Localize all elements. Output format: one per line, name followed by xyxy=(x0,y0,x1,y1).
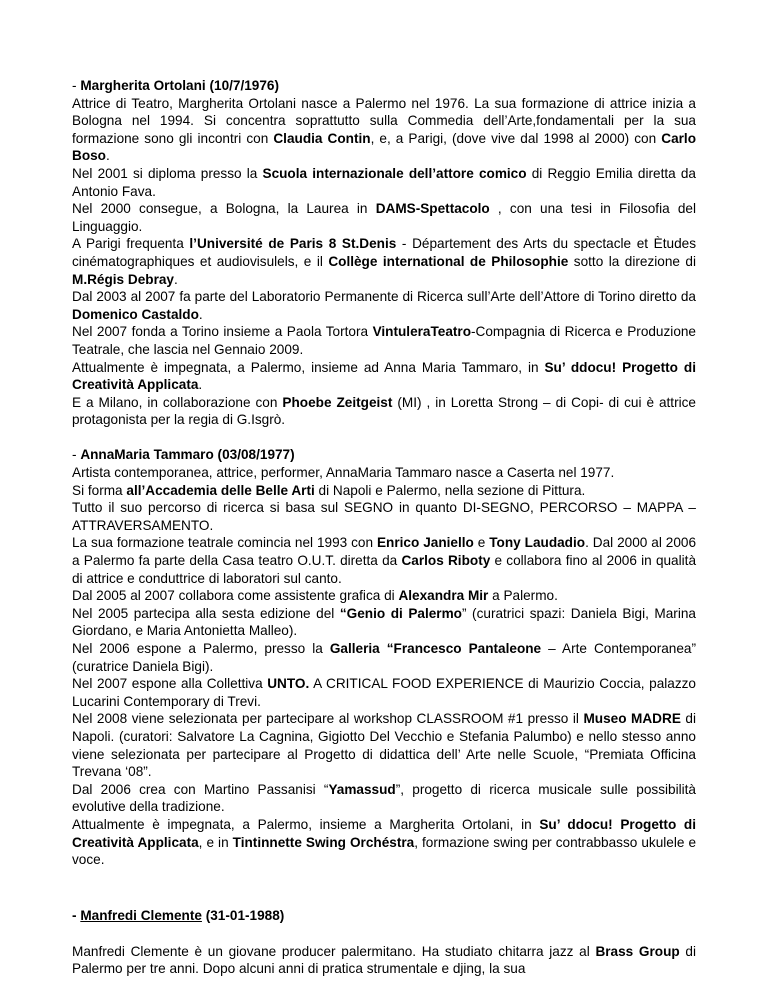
bio-section xyxy=(72,446,696,868)
body-text: Dal 2005 al 2007 collabora come assistente grafica di xyxy=(72,588,399,604)
document-body xyxy=(72,77,696,978)
emphasis-text: UNTO. xyxy=(267,676,310,692)
emphasis-text: Scuola internazionale dell’attore comico xyxy=(262,165,527,181)
body-text: E a Milano, in collaborazione con xyxy=(72,394,283,410)
bio-dates: (10/7/1976) xyxy=(205,78,280,93)
emphasis-text: Su’ ddocu! Progetto di Creatività Applicata xyxy=(72,816,696,850)
body-text: . Dal 2000 al 2006 a Palermo fa parte della Casa teatro O.U.T. diretta da xyxy=(72,535,697,569)
bio-paragraph xyxy=(72,464,696,482)
body-text: di Reggio Emilia diretta da Antonio Fava. xyxy=(72,165,696,199)
body-text: A CRITICAL FOOD EXPERIENCE di Maurizio Coccia, palazzo Lucarini Contemporary di Trevi. xyxy=(72,676,696,709)
bio-section xyxy=(72,907,696,977)
body-text: Si forma xyxy=(72,482,127,498)
emphasis-text: Carlos Riboty xyxy=(401,553,491,569)
body-text: Nel 2001 si diploma presso la xyxy=(72,165,263,181)
body-text: - Département des Arts du spectacle et Ètudes cinématographiques et audiovisulels, e il xyxy=(72,236,696,269)
body-text: -Compagnia di Ricerca e Produzione Teatrale, che lascia nel Gennaio 2009. xyxy=(72,324,696,357)
bio-paragraph xyxy=(72,499,696,534)
body-text: La sua formazione teatrale comincia nel 1993 con xyxy=(72,535,377,551)
emphasis-text: Enrico Janiello xyxy=(376,535,474,551)
emphasis-text: Su’ ddocu! Progetto di Creatività Applicata xyxy=(72,359,696,393)
emphasis-text: Carlo Boso xyxy=(72,130,696,164)
body-text: e xyxy=(473,535,490,551)
heading-dash: - xyxy=(72,908,81,924)
body-text: Artista contemporanea, attrice, performer, AnnaMaria Tammaro nasce a Caserta nel 1977. xyxy=(72,465,615,481)
body-text: Nel 2007 fonda a Torino insieme a Paola Tortora xyxy=(72,324,373,340)
bio-paragraph xyxy=(72,235,696,288)
body-text: di Napoli e Palermo, nella sezione di Pittura. xyxy=(314,482,586,498)
bio-paragraph xyxy=(72,165,696,200)
bio-paragraph xyxy=(72,781,696,816)
bio-paragraph xyxy=(72,640,696,675)
emphasis-text: Galleria “Francesco Pantaleone xyxy=(329,641,542,656)
body-text: Nel 2005 partecipa alla sesta edizione del xyxy=(72,605,340,621)
emphasis-text: Domenico Castaldo xyxy=(72,306,199,322)
bio-paragraph xyxy=(72,95,696,165)
emphasis-text: Collège international de Philosophie xyxy=(328,253,569,269)
body-text: e collabora fino al 2006 in qualità di attrice e conduttrice di laboratori sul canto. xyxy=(72,553,696,586)
emphasis-text: Phoebe Zeitgeist xyxy=(282,394,393,410)
emphasis-text: Museo MADRE xyxy=(583,711,681,727)
body-text: Nel 2006 espone a Palermo, presso la xyxy=(72,641,330,656)
body-text: Manfredi Clemente è un giovane producer palermitano. Ha studiato chitarra jazz al xyxy=(72,943,596,959)
emphasis-text: Claudia Contin xyxy=(273,130,371,146)
body-text: , formazione swing per contrabbasso ukulele e voce. xyxy=(72,834,697,868)
body-text: a Palermo. xyxy=(488,588,558,604)
body-text: di Palermo per tre anni. Dopo alcuni anni di pratica strumentale e djing, la sua xyxy=(72,943,697,977)
bio-dates: (03/08/1977) xyxy=(213,447,295,463)
emphasis-text: Brass Group xyxy=(595,943,680,959)
bio-paragraph xyxy=(72,482,696,500)
emphasis-text: Tintinnette Swing Orchéstra xyxy=(232,834,415,850)
body-text: , e in xyxy=(198,834,233,850)
body-text: ”, progetto di ricerca musicale sulle possibilità evolutive della tradizione. xyxy=(72,781,696,815)
body-text: (MI) , in Loretta Strong – di Copi- di cui è attrice protagonista per la regia di G.Isgrò. xyxy=(72,394,696,428)
body-text: Attualmente è impegnata, a Palermo, insieme a Margherita Ortolani, in xyxy=(72,816,540,832)
emphasis-text: Yamassud xyxy=(328,781,396,797)
bio-paragraph xyxy=(72,710,696,780)
body-text: di Napoli. (curatori: Salvatore La Cagnina, Gigiotto Del Vecchio e Stefania Palumbo) e nello stesso anno viene selezionata per partecipare al Progetto di didattica dell’ Arte nelle Scuole, “Premiata Officina Trevana ‘08”. xyxy=(72,711,696,780)
bio-paragraph xyxy=(72,200,696,235)
body-text: ” (curatrici spazi: Daniela Bigi, Marina Giordano, e Maria Antonietta Malleo). xyxy=(72,605,696,639)
body-text: , con una tesi in Filosofia del Linguaggio. xyxy=(72,201,696,234)
emphasis-text: M.Régis Debray xyxy=(72,271,174,287)
body-text: , e, a Parigi, (dove vive dal 1998 al 2000) con xyxy=(370,130,662,146)
bio-paragraph xyxy=(72,359,696,394)
body-text: Attualmente è impegnata, a Palermo, insieme ad Anna Maria Tammaro, in xyxy=(72,359,545,375)
body-text: . xyxy=(198,377,203,393)
emphasis-text: all’Accademia delle Belle Arti xyxy=(126,482,315,498)
bio-paragraph xyxy=(72,323,696,358)
emphasis-text: “Genio di Palermo xyxy=(339,605,462,621)
body-text: . xyxy=(198,306,203,322)
body-text: Nel 2000 consegue, a Bologna, la Laurea in xyxy=(72,201,376,217)
heading-dash: - xyxy=(72,447,81,463)
bio-paragraph xyxy=(72,605,696,640)
body-text: Dal 2006 crea con Martino Passanisi “ xyxy=(72,781,329,797)
body-text: . xyxy=(174,271,178,287)
emphasis-text: l’Université de Paris 8 St.Denis xyxy=(189,236,397,252)
bio-name: Margherita Ortolani xyxy=(80,78,206,93)
bio-paragraph xyxy=(72,394,696,429)
body-text: Tutto il suo percorso di ricerca si basa sul SEGNO in quanto DI-SEGNO, PERCORSO – MAPPA –ATTRAVERSAMENTO. xyxy=(72,500,696,533)
bio-name: Manfredi Clemente xyxy=(80,908,202,924)
bio-paragraph xyxy=(72,288,696,323)
emphasis-text: VintuleraTeatro xyxy=(372,324,472,340)
body-text: Nel 2007 espone alla Collettiva xyxy=(72,676,268,692)
bio-paragraph xyxy=(72,816,696,869)
bio-paragraph xyxy=(72,675,696,710)
bio-paragraph xyxy=(72,534,696,587)
bio-paragraph xyxy=(72,587,696,605)
body-text: La sua formazione di attrice inizia a Bologna nel 1994. Si concentra soprattutto sulla Commedia dell’Arte,fondamentali per la sua formazione sono gli incontri con xyxy=(72,95,696,146)
body-text: – Arte Contemporanea” (curatrice Daniela Bigi). xyxy=(72,641,696,674)
body-text: . xyxy=(105,148,110,164)
body-text: Attrice di Teatro, Margherita Ortolani nasce a Palermo nel 1976. xyxy=(72,95,475,111)
emphasis-text: DAMS-Spettacolo xyxy=(375,201,490,217)
emphasis-text: Alexandra Mir xyxy=(398,588,489,604)
bio-dates: (31-01-1988) xyxy=(201,908,285,924)
bio-paragraph xyxy=(72,943,696,978)
body-text: A Parigi frequenta xyxy=(72,236,190,252)
body-text: Nel 2008 viene selezionata per partecipare al workshop CLASSROOM #1 presso il xyxy=(72,711,584,727)
body-text: sotto la direzione di xyxy=(568,253,696,269)
body-text: Dal 2003 al 2007 fa parte del Laboratorio Permanente di Ricerca sull’Arte dell’Attore di Torino diretto da xyxy=(72,289,696,305)
bio-heading xyxy=(72,77,696,95)
emphasis-text: Tony Laudadio xyxy=(489,535,586,551)
bio-heading xyxy=(72,907,696,925)
bio-heading xyxy=(72,446,696,464)
heading-dash: - xyxy=(72,78,81,93)
bio-section xyxy=(72,77,696,429)
bio-name: AnnaMaria Tammaro xyxy=(80,447,214,463)
